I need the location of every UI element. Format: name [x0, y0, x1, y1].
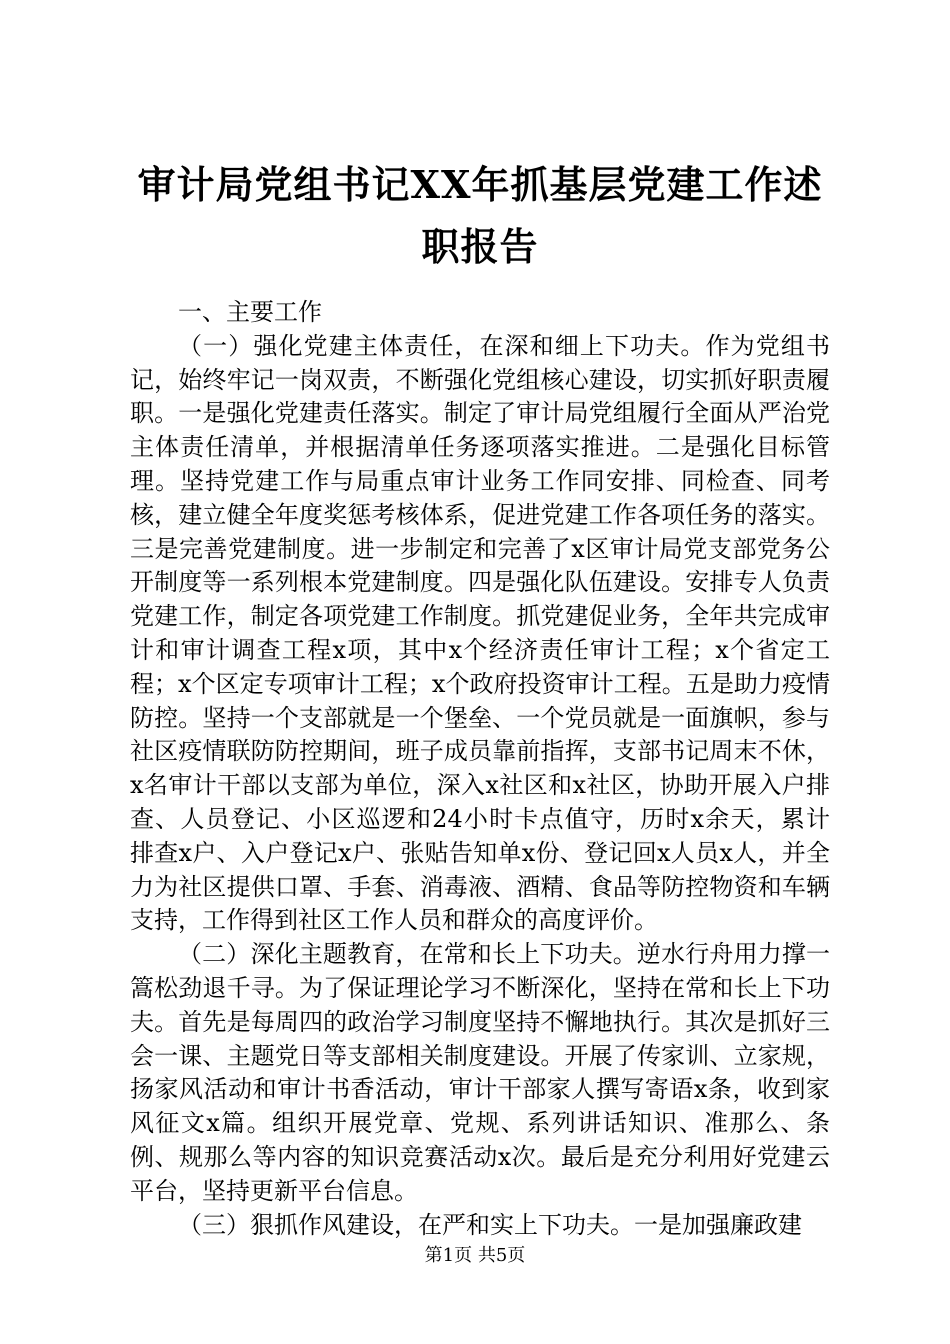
- section-heading: 一、主要工作: [178, 298, 322, 326]
- paragraph-2: （二）深化主题教育，在常和长上下功夫。逆水行舟用力撑一篙松劲退千寻。为了保证理论学习不断深化，坚持在常和长上下功夫。首先是每周四的政治学习制度坚持不懈地执行。其次是抓好三会一课、主题党日等支部相关制度建设。开展了传家训、立家规，扬家风活动和审计书香活动，审计干部家人撰写寄语x条，收到家风征文x篇。组织开展党章、党规、系列讲话知识、准那么、条例、规那么等内容的知识竞赛活动x次。最后是充分利用好党建云平台，坚持更新平台信息。: [130, 940, 830, 1205]
- page-footer: 第1页 共5页: [424, 1245, 526, 1266]
- document-body: [130, 296, 854, 1242]
- paragraph-1: （一）强化党建主体责任，在深和细上下功夫。作为党组书记，始终牢记一岗双责，不断强化党组核心建设，切实抓好职责履职。一是强化党建责任落实。制定了审计局党组履行全面从严治党主体责任清单，并根据清单任务逐项落实推进。二是强化目标管理。坚持党建工作与局重点审计业务工作同安排、同检查、同考核，建立健全年度奖惩考核体系，促进党建工作各项任务的落实。三是完善党建制度。进一步制定和完善了x区审计局党支部党务公开制度等一系列根本党建制度。四是强化队伍建设。安排专人负责党建工作，制定各项党建工作制度。抓党建促业务，全年共完成审计和审计调查工程x项，其中x个经济责任审计工程；x个省定工程；x个区定专项审计工程；x个政府投资审计工程。五是助力疫情防控。坚持一个支部就是一个堡垒、一个党员就是一面旗帜，参与社区疫情联防防控期间，班子成员靠前指挥，支部书记周末不休，x名审计干部以支部为单位，深入x社区和x社区，协助开展入户排查、人员登记、小区巡逻和24小时卡点值守，历时x余天，累计 排查x户、入户登记x户、张贴告知单x份、登记回x人员x人，并全力为社区提供口罩、手套、消毒液、酒精、食品等防控物资和车辆支持，工作得到社区工作人员和群众的高度评价。: [130, 331, 854, 935]
- paragraph-3: （三）狠抓作风建设，在严和实上下功夫。一是加强廉政建: [178, 1210, 802, 1239]
- document-title: 审计局党组书记XX年抓基层党建工作述职报告: [137, 162, 823, 269]
